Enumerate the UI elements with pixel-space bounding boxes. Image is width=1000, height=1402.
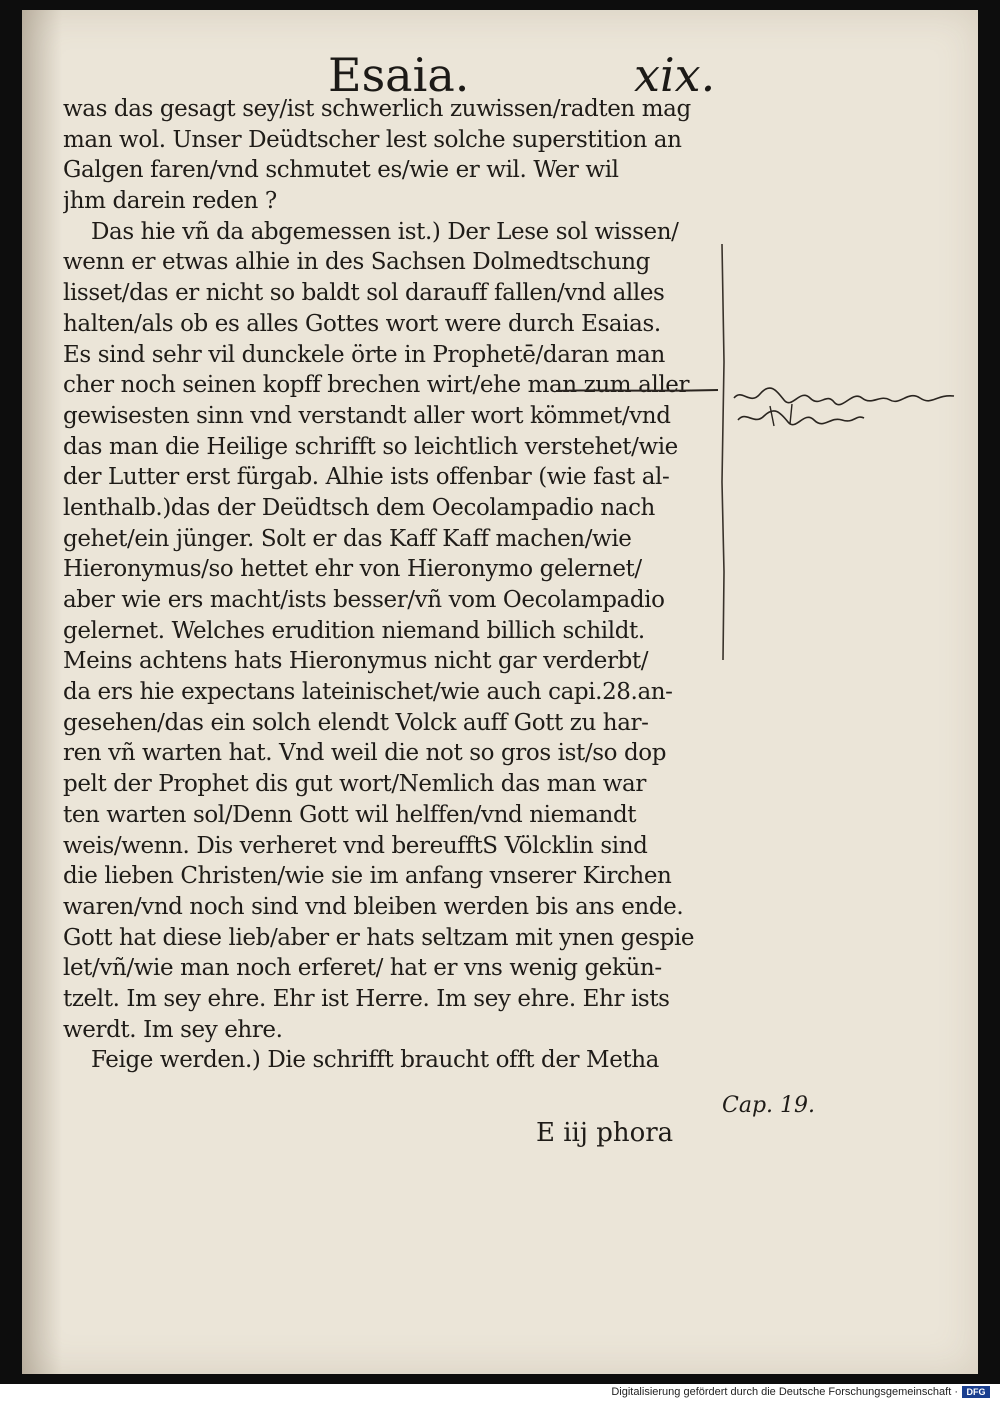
text-line: da ers hie expectans lateinischet/wie auch capi.28.an- [63,679,673,706]
footer-credit: Digitalisierung gefördert durch die Deutsche Forschungsgemeinschaft · [611,1386,958,1398]
text-line: werdt. Im sey ehre. [63,1016,283,1043]
running-title: Esaia. [328,48,470,102]
text-line: aber wie ers macht/ists besser/vñ vom Oecolampadio [63,587,665,613]
text-line: waren/vnd noch sind vnd bleiben werden bis ans ende. [63,893,684,920]
dfg-logo: DFG [962,1386,990,1398]
text-line: gesehen/das ein solch elendt Volck auff Gott zu har- [63,709,649,736]
text-line: gewisesten sinn vnd verstandt aller wort kömmet/vnd [63,402,671,429]
text-line: der Lutter erst fürgab. Alhie ists offenbar (wie fast al- [63,464,670,491]
text-line: lenthalb.)das der Deüdtsch dem Oecolampadio nach [63,494,655,521]
text-line: Meins achtens hats Hieronymus nicht gar verderbt/ [63,648,649,675]
text-line: jhm darein reden ? [63,188,277,215]
text-line: Galgen faren/vnd schmutet es/wie er wil. Wer wil [63,157,619,184]
text-line: gehet/ein jünger. Solt er das Kaff Kaff machen/wie [63,525,632,552]
text-line: die lieben Christen/wie sie im anfang vnserer Kirchen [63,863,672,890]
ink-underline [554,386,720,394]
text-line: halten/als ob es alles Gottes wort were durch Esaias. [63,310,661,337]
folio-number: xix. [634,48,716,102]
text-line: lisset/das er nicht so baldt sol darauff fallen/vnd alles [63,280,665,307]
spine-shadow [22,10,62,1374]
text-line: Das hie vñ da abgemessen ist.) Der Lese sol wissen/ [91,218,679,245]
text-line: was das gesagt sey/ist schwerlich zuwissen/radten mag [63,96,691,122]
text-line: cher noch seinen kopff brechen wirt/ehe man zum aller [63,372,690,399]
text-line: ren vñ warten hat. Vnd weil die not so gros ist/so dop [63,740,667,767]
margin-note: Cap. 19. [722,1093,816,1118]
ink-margin-line [714,242,734,662]
text-line: pelt der Prophet dis gut wort/Nemlich das man war [63,771,646,798]
book-page [22,10,978,1374]
text-line: Es sind sehr vil dunckele örte in Prophetē/daran man [63,341,665,368]
text-line: Feige werden.) Die schrifft braucht offt der Metha [91,1047,659,1074]
text-line: gelernet. Welches erudition niemand billich schildt. [63,617,645,644]
handwritten-annotation [730,380,960,440]
text-line: Gott hat diese lieb/aber er hats seltzam mit ynen gespie [63,924,695,951]
text-line: Hieronymus/so hettet ehr von Hieronymo gelernet/ [63,556,642,583]
catchword: E iij phora [536,1118,674,1148]
text-line: wenn er etwas alhie in des Sachsen Dolmedtschung [63,249,650,276]
text-line: ten warten sol/Denn Gott wil helffen/vnd niemandt [63,801,637,828]
text-line: weis/wenn. Dis verheret vnd bereufftS Völcklin sind [63,832,648,859]
body-text [63,94,723,1076]
text-line: man wol. Unser Deüdtscher lest solche superstition an [63,126,682,153]
text-line: tzelt. Im sey ehre. Ehr ist Herre. Im sey ehre. Ehr ists [63,985,670,1012]
text-line: das man die Heilige schrifft so leichtlich verstehet/wie [63,433,678,460]
text-line: let/vñ/wie man noch erferet/ hat er vns wenig gekün- [63,955,662,982]
